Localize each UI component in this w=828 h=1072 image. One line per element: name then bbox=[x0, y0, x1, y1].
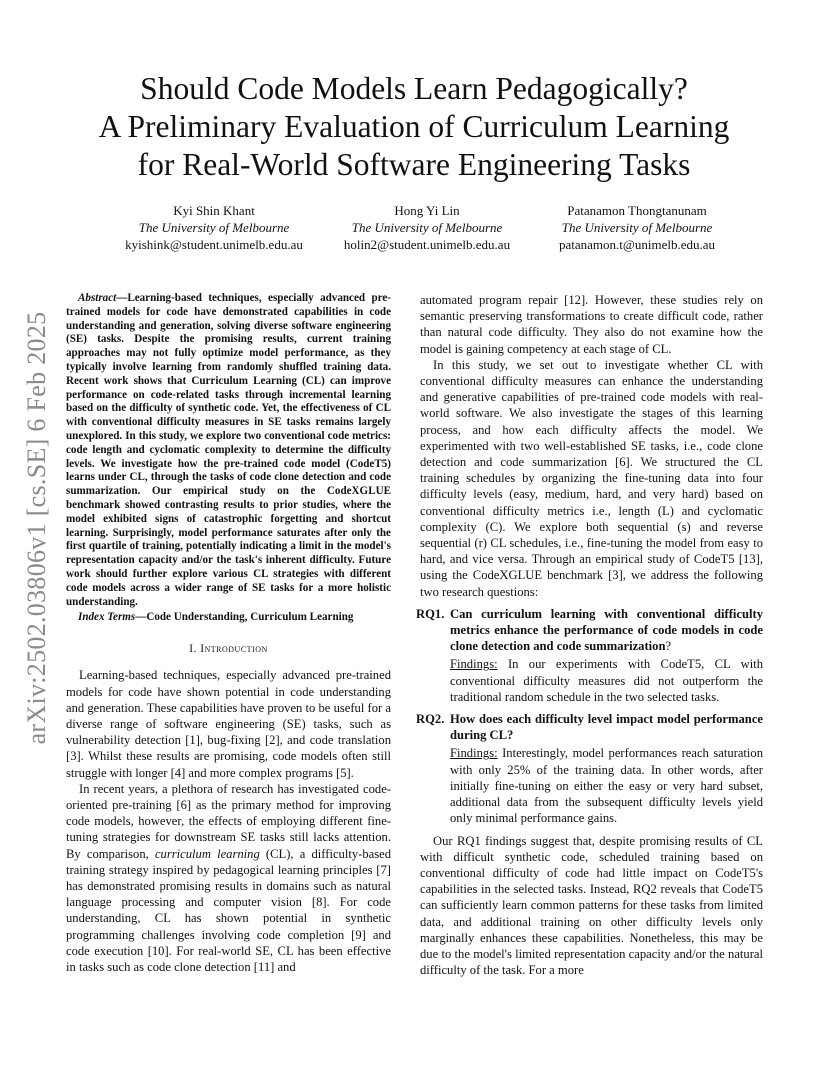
author-3 bbox=[536, 202, 738, 253]
section-heading: I. Introduction bbox=[189, 643, 268, 656]
research-question-1 bbox=[416, 606, 763, 705]
author-affiliation: The University of Melbourne bbox=[351, 220, 503, 235]
arxiv-identifier-text: arXiv:2502.03806v1 [cs.SE] 6 Feb 2025 bbox=[22, 311, 51, 745]
intro-paragraph-2-continued: automated program repair [12]. However, these studies rely on semantic preserving transformations to create difficult code, rather than natural code difficulty. They also do not examine how the model is gaining competency at each stage of CL. bbox=[420, 293, 763, 356]
author-email: holin2@student.unimelb.edu.au bbox=[343, 237, 511, 252]
rq1-findings bbox=[450, 656, 763, 705]
intro-paragraph-2 bbox=[66, 781, 391, 975]
rq2-question: How does each difficulty level impact model performance during CL? bbox=[450, 712, 763, 743]
paper-title bbox=[60, 70, 768, 184]
index-terms-text: —Code Understanding, Curriculum Learning bbox=[135, 611, 354, 624]
arxiv-identifier bbox=[20, 298, 54, 758]
abstract-text: —Learning-based techniques, especially advanced pre-trained models for code have demonstrated capabilities in code understanding and generation, solving diverse software engineering (SE) tasks. Despite the promising results, current training approaches may not fully optimize model performance, as they typically involve learning from randomly shuffled training data. Recent work shows that Curriculum Learning (CL) can improve performance on code-related tasks through incremental learning based on the difficulty of synthetic code. Yet, the effectiveness of CL with conventional difficulty measures in SE tasks remains largely unexplored. In this study, we explore two conventional code metrics: code length and cyclomatic complexity to determine the difficulty levels. We investigate how the pre-trained code model (CodeT5) learns under CL, through the tasks of code clone detection and code summarization. Our empirical study on the CodeXGLUE benchmark showed contrasting results to prior studies, where the model exhibited signs of catastrophic forgetting and shortcut learning. Surprisingly, model performance saturates after only the first quartile of training, potentially indicating a limit in the model's representation capacity and/or the task's inherent difficulty. Future work should further explore various CL strategies with different code models across a wider range of SE tasks for a more holistic understanding. bbox=[66, 292, 391, 608]
left-column bbox=[66, 292, 391, 975]
rq1-number: RQ1. bbox=[416, 606, 445, 621]
author-affiliation: The University of Melbourne bbox=[561, 220, 713, 235]
emphasis-curriculum-learning: curriculum learning bbox=[154, 846, 260, 861]
author-2 bbox=[324, 202, 530, 253]
rq1-findings-label: Findings: bbox=[450, 657, 498, 672]
author-name: Patanamon Thongtanunam bbox=[567, 203, 707, 218]
abstract bbox=[66, 292, 391, 609]
author-1 bbox=[108, 202, 320, 253]
index-terms bbox=[66, 611, 391, 625]
author-name: Kyi Shin Khant bbox=[173, 203, 255, 218]
rq2-findings-text: Interestingly, model performances reach saturation with only 25% of the training data. In other words, after initially fine-tuning on either the easy or very hard subset, additional data from the subsequent difficulty levels yield only minimal performance gains. bbox=[450, 746, 763, 826]
rq2-findings bbox=[450, 745, 763, 826]
title-line-3: for Real-World Software Engineering Tasks bbox=[137, 147, 691, 182]
title-line-1: Should Code Models Learn Pedagogically? bbox=[140, 71, 688, 106]
author-affiliation: The University of Melbourne bbox=[138, 220, 290, 235]
title-line-2: A Preliminary Evaluation of Curriculum Learning bbox=[98, 109, 730, 144]
abstract-label: Abstract bbox=[78, 292, 117, 304]
rq2-findings-label: Findings: bbox=[450, 746, 498, 761]
author-name: Hong Yi Lin bbox=[394, 203, 460, 218]
rq2-number: RQ2. bbox=[416, 712, 445, 727]
rq1-findings-text: In our experiments with CodeT5, CL with conventional difficulty measures did not outperform the traditional random schedule in the two selected tasks. bbox=[450, 657, 763, 704]
rq1-question-mark: ? bbox=[665, 639, 672, 654]
intro-paragraph-1: Learning-based techniques, especially advanced pre-trained models for code have shown potential in code understanding and generation. These capabilities have proven to be useful for a diverse range of software engineering (SE) tasks, such as vulnerability detection [1], bug-fixing [2], and code translation [3]. Whilst these results are promising, code models often still struggle with longer [4] and more complex programs [5]. bbox=[66, 668, 391, 780]
intro-paragraph-4: Our RQ1 findings suggest that, despite promising results of CL with difficult synthetic code, scheduled training based on conventional difficulty of code had little impact on CodeT5's capabilities in the selected tasks. Instead, RQ2 reveals that CodeT5 can sufficiently learn common patterns for these tasks from limited data, and additional training on other difficulty levels only marginally enhances these capabilities. Nonetheless, this may be due to the model's limited representation capacity and/or the natural difficulty of the task. For a more bbox=[420, 833, 763, 978]
research-question-2 bbox=[416, 711, 763, 826]
author-email: kyishink@student.unimelb.edu.au bbox=[125, 237, 303, 252]
rq1-question: Can curriculum learning with conventional difficulty metrics enhance the performance of code models in code clone detection and code summarization bbox=[450, 606, 763, 654]
index-terms-label: Index Terms bbox=[78, 611, 136, 624]
right-column bbox=[416, 292, 763, 978]
intro-paragraph-3: In this study, we set out to investigate whether CL with conventional difficulty measures can enhance the understanding and generative capabilities of pre-trained code models with real-world software. We also investigate the stages of this learning process, and how each difficulty affects the model. We experimented with two well-established SE tasks, i.e., code clone detection and code summarization [6]. We structured the CL training schedules by organizing the fine-tuning data into four difficulty levels (easy, medium, hard, and very hard) based on conventional difficulty metrics i.e., length (L) and cyclomatic complexity (C). We explore both sequential (s) and reverse sequential (r) CL schedules, i.e., fine-tuning the model from easy to hard, and vice versa. Through an empirical study of CodeT5 [13], using the CodeXGLUE benchmark [3], we address the following two research questions: bbox=[420, 357, 763, 599]
author-email: patanamon.t@unimelb.edu.au bbox=[558, 237, 715, 252]
intro-paragraph-2-end: (CL), a difficulty-based training strategy inspired by pedagogical learning principles [7] has demonstrated promising results in domains such as natural language processing and computer vision [8]. For code understanding, CL has shown potential in synthetic programming challenges involving code completion [9] and code execution [10]. For real-world SE, CL has been effective in tasks such as code clone detection [11] and bbox=[66, 846, 391, 974]
intro-paragraph-2-start: In recent years, a plethora of research has investigated code-oriented pre-training [6] as the primary method for improving code models, however, the effects of employing different fine-tuning strategies for downstream SE tasks still lacks attention. By comparison, bbox=[66, 781, 391, 861]
